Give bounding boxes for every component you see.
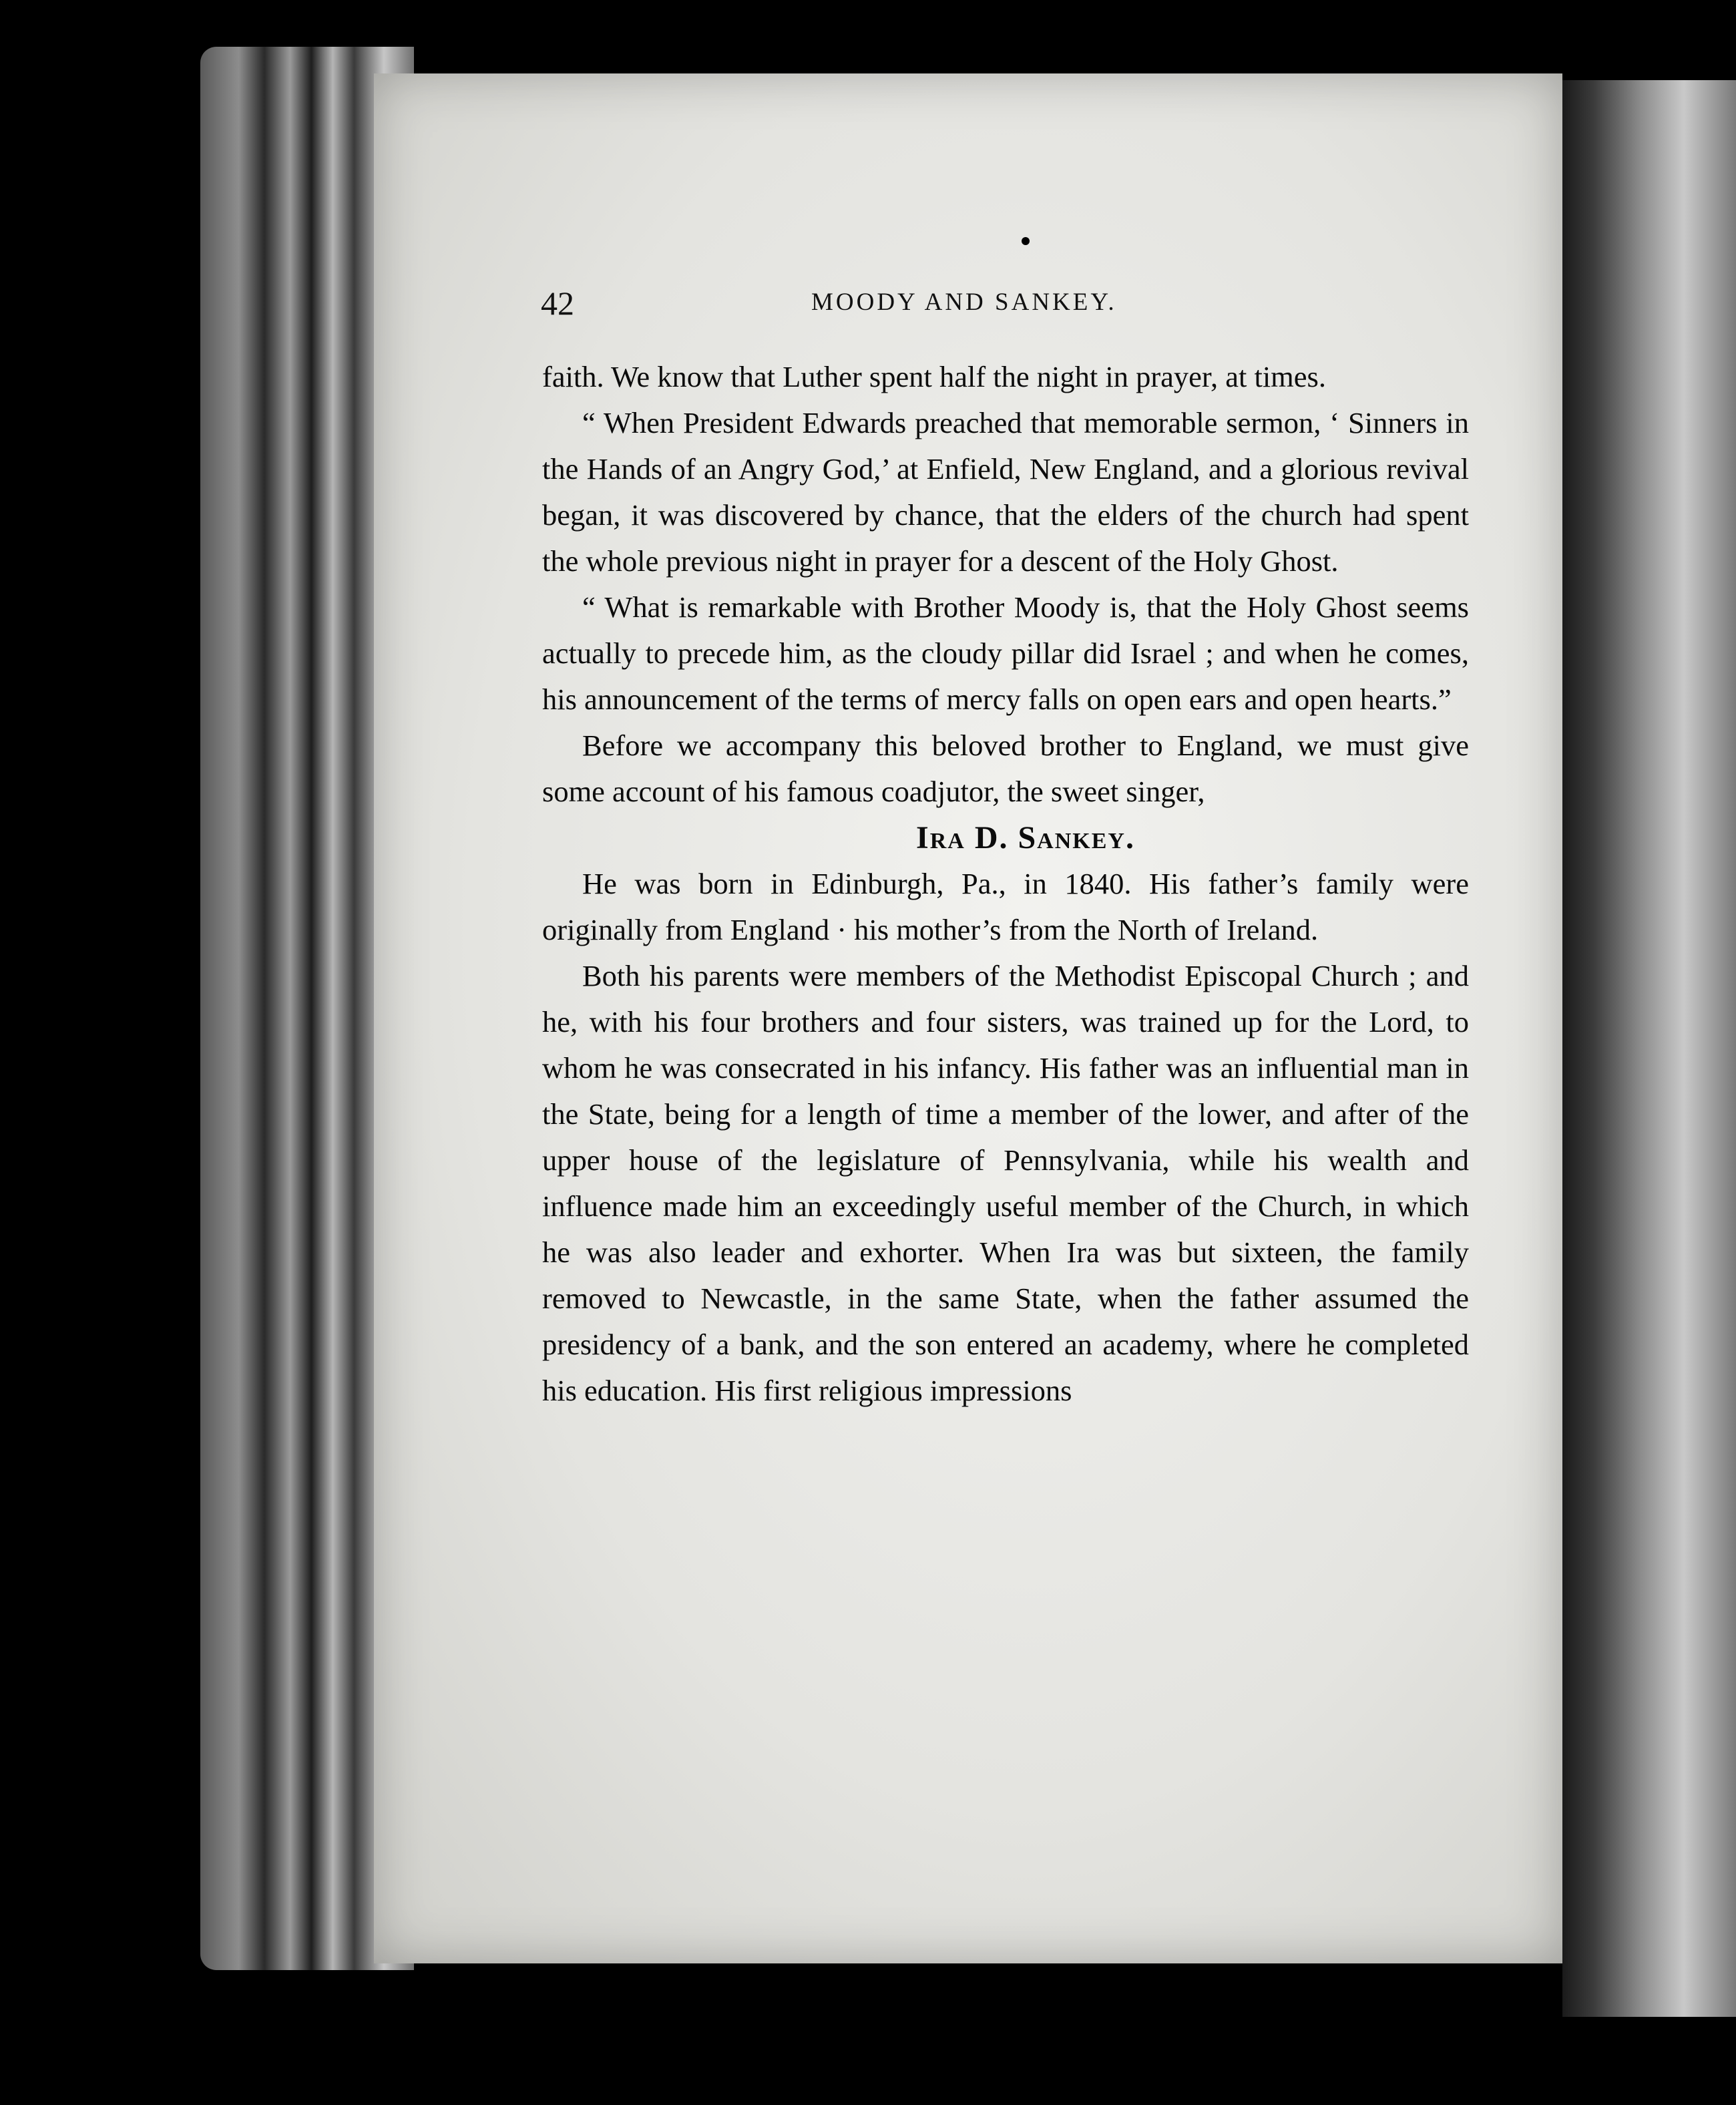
running-head [541, 284, 1516, 324]
paragraph: faith. We know that Luther spent half the night in prayer, at times. [542, 360, 1326, 393]
paragraph: “ When President Edwards preached that memorable sermon, ‘ Sinners in the Hands of an Angry God,’ at Enfield, New England, and a glorious revival began, it was discovered by chance, that the elders of the church had spent the whole previous night in prayer for a descent of the Holy Ghost. [542, 406, 1469, 578]
running-title: MOODY AND SANKEY. [811, 289, 1117, 316]
facing-page-edge [1562, 80, 1736, 2017]
page-number: 42 [541, 284, 574, 322]
text-block [542, 354, 1469, 1414]
paragraph: Before we accompany this beloved brother to England, we must give some account of his famous coadjutor, the sweet singer, [542, 729, 1469, 808]
section-heading: Ira D. Sankey. [916, 820, 1135, 855]
paragraph: Both his parents were members of the Methodist Episcopal Church ; and he, with his four brothers and four sisters, was trained up for the Lord, to whom he was consecrated in his infancy. His father was an influential man in the State, being for a length of time a member of the lower, and after of the upper house of the legislature of Pennsylvania, while his wealth and influence made him an exceedingly useful member of the Church, in which he was also leader and exhorter. When Ira was but sixteen, the family removed to Newcastle, in the same State, when the father assumed the presidency of a bank, and the son entered an academy, where he completed his education. His first religious impressions [542, 959, 1469, 1407]
paragraph: He was born in Edinburgh, Pa., in 1840. His father’s family were originally from England · his mother’s from the North of Ireland. [542, 867, 1469, 946]
ink-speck [1022, 237, 1030, 245]
paragraph: “ What is remarkable with Brother Moody is, that the Holy Ghost seems actually to precede him, as the cloudy pillar did Israel ; and when he comes, his announcement of the terms of mercy falls on open ears and open hearts.” [542, 590, 1469, 716]
